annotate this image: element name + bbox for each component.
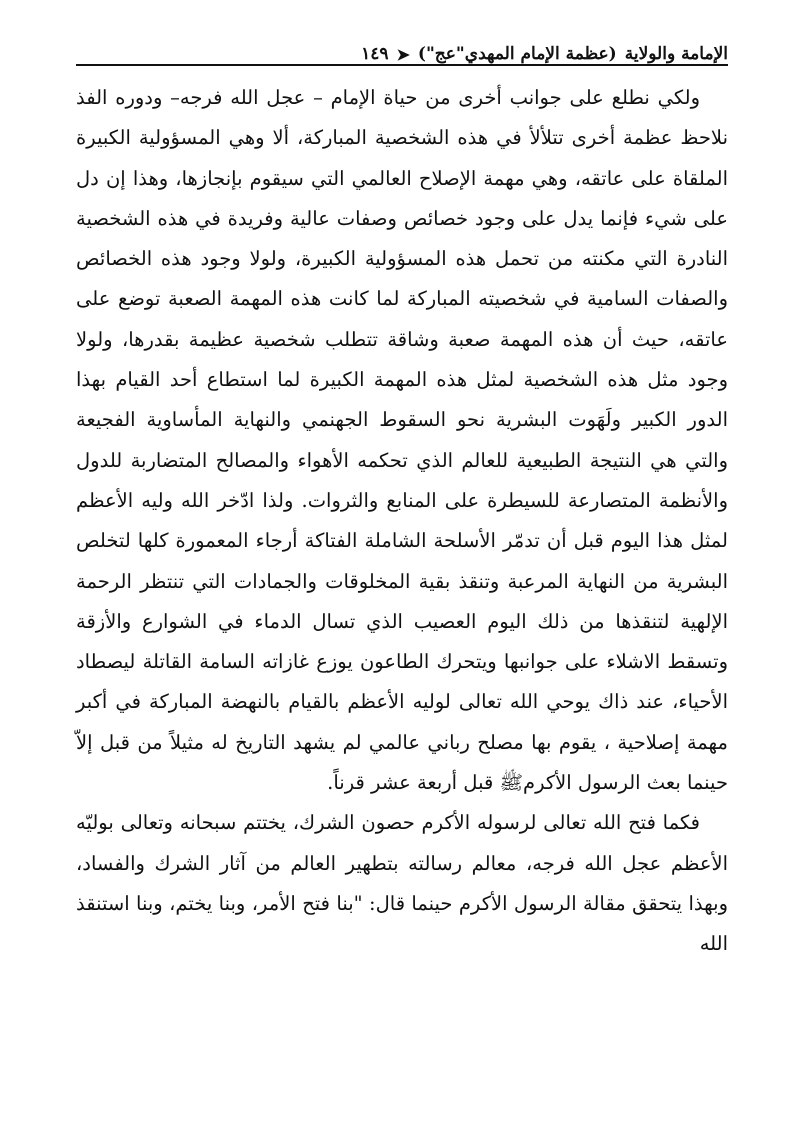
running-header [76,34,728,64]
header-divider [76,64,728,66]
arrow-icon: ➤ [396,45,410,64]
header-title: الإمامة والولاية [624,44,728,64]
paragraph-1: ولكي نطلع على جوانب أخرى من حياة الإمام – عجل الله فرجه– ودوره الفذ نلاحظ عظمة أخرى تتلألأ في هذه الشخصية المباركة، ألا وهي المسؤولية الكبيرة الملقاة على عاتقه، وهي مهمة الإصلاح العالمي التي سيقوم بإنجازها، وهذا إن دل على شيء فإنما يدل على وجود خصائص وصفات عالية وفريدة في هذه الشخصية النادرة التي مكنته من تحمل هذه المسؤولية الكبيرة، ولولا وجود هذه الخصائص والصفات السامية في شخصيته المباركة لما كانت هذه المهمة الصعبة توضع على عاتقه، حيث أن هذه المهمة صعبة وشاقة تتطلب شخصية عظيمة بقدرها، ولولا وجود مثل هذه الشخصية لمثل هذه المهمة الكبيرة لما استطاع أحد القيام بهذا الدور الكبير ولَهَوت البشرية نحو السقوط الجهنمي والنهاية المأساوية الفجيعة والتي هي النتيجة الطبيعية للعالم الذي تحكمه الأهواء والمصالح المتضاربة للدول والأنظمة المتصارعة للسيطرة على المنابع والثروات. ولذا ادّخر الله وليه الأعظم لمثل هذا اليوم قبل أن تدمّر الأسلحة الشاملة الفتاكة أرجاء المعمورة كلها لتخلص البشرية من النهاية المرعبة وتنقذ بقية المخلوقات والجمادات التي تنتظر الرحمة الإلهية لتنقذها من ذلك اليوم العصيب الذي تسال الدماء في الشوارع والأزقة وتسقط الاشلاء على جوانبها ويتحرك الطاعون يوزع غازاته السامة القاتلة ليصطاد الأحياء، عند ذاك يوحي الله تعالى لوليه الأعظم بالقيام بالنهضة المباركة في أكبر مهمة إصلاحية ، يقوم بها مصلح رباني عالمي لم يشهد التاريخ له مثيلاً من قبل إلاّ حينما بعث الرسول الأكرمﷺ قبل أربعة عشر قرناً. [76,86,728,795]
header-subtitle: (عظمة الإمام المهدي"عج") [417,44,617,64]
paragraph-2: فكما فتح الله تعالى لرسوله الأكرم حصون الشرك، يختتم سبحانه وتعالى بوليّه الأعظم عجل الله فرجه، معالم رسالته بتطهير العالم من آثار الشرك والفساد، وبهذا يتحقق مقالة الرسول الأكرم حينما قال: "بنا فتح الأمر، وبنا يختم، وبنا استنقذ الله [76,811,728,956]
page-number: ١٤٩ [361,44,389,64]
body-text [76,78,728,965]
